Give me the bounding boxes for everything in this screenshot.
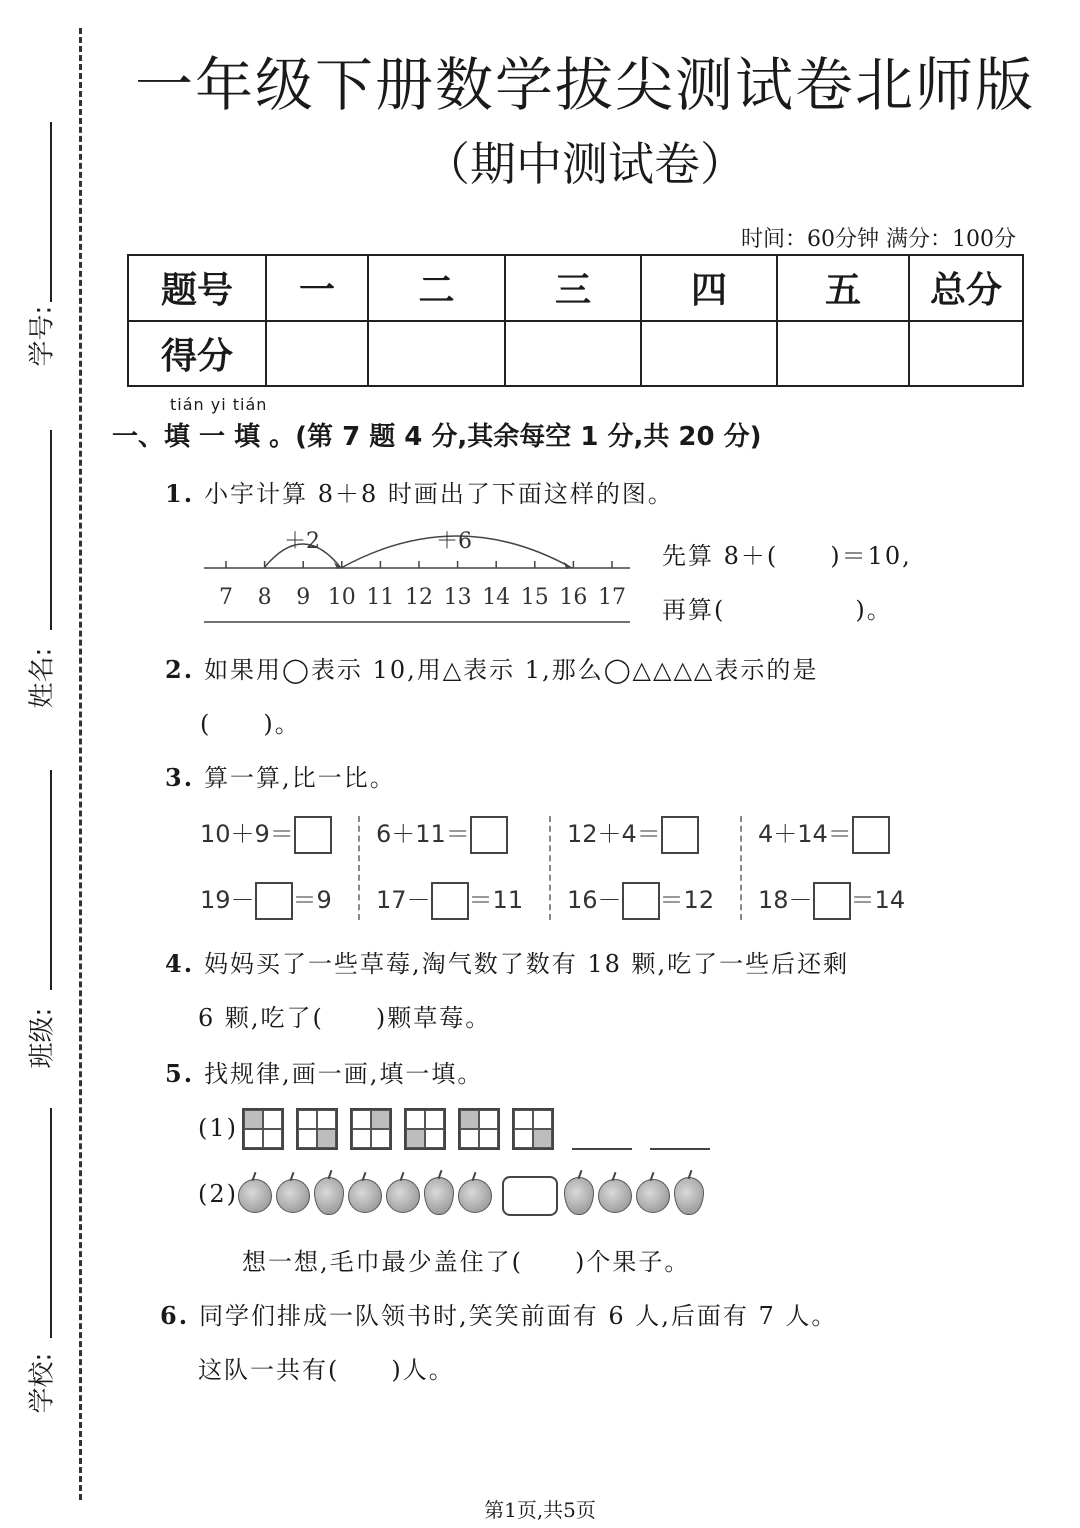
q6-line2: 这队一共有( )人。 bbox=[198, 1356, 455, 1384]
calc-text: 18－ bbox=[758, 886, 813, 914]
section-heading: 一、填 一 填 。(第 7 题 4 分,其余每空 1 分,共 20 分) bbox=[112, 422, 762, 452]
pattern-cell bbox=[317, 1110, 336, 1129]
question-4 bbox=[165, 944, 849, 979]
tick-label: 13 bbox=[443, 585, 472, 610]
table-cell: 得分 bbox=[128, 321, 266, 387]
table-cell: 五 bbox=[777, 255, 909, 321]
class-line bbox=[50, 770, 52, 990]
tick-label: 17 bbox=[598, 585, 626, 610]
pattern-cell bbox=[263, 1129, 282, 1148]
pattern-cell bbox=[244, 1129, 263, 1148]
table-cell: 二 bbox=[368, 255, 505, 321]
tick-label: 12 bbox=[405, 585, 433, 610]
score-input-cell[interactable] bbox=[909, 321, 1023, 387]
student-id-line bbox=[50, 122, 52, 302]
towel-icon bbox=[502, 1176, 558, 1216]
calc-item bbox=[567, 814, 699, 854]
pattern-row bbox=[242, 1108, 710, 1150]
jump-label-2: ＋6 bbox=[436, 529, 472, 554]
apple-icon bbox=[276, 1179, 310, 1213]
question-3 bbox=[165, 758, 396, 793]
apple-icon bbox=[348, 1179, 382, 1213]
calc-text: 19－ bbox=[200, 886, 255, 914]
q5-question: 想一想,毛巾最少盖住了( )个果子。 bbox=[242, 1248, 691, 1276]
tick-label: 11 bbox=[366, 585, 395, 610]
page-subtitle: （期中测试卷） bbox=[424, 137, 746, 191]
page-title: 一年级下册数学拔尖测试卷北师版 bbox=[134, 51, 1035, 119]
pear-icon bbox=[674, 1177, 704, 1215]
calc-item bbox=[758, 814, 890, 854]
name-line bbox=[50, 430, 52, 630]
column-divider bbox=[549, 816, 551, 920]
apple-icon bbox=[636, 1179, 670, 1213]
answer-box[interactable] bbox=[294, 816, 332, 854]
q4-line2: 6 颗,吃了( )颗草莓。 bbox=[198, 1004, 492, 1032]
question-number: 2. bbox=[165, 655, 195, 684]
question-number: 6. bbox=[160, 1301, 190, 1330]
tick-label: 8 bbox=[257, 585, 272, 610]
answer-box[interactable] bbox=[622, 882, 660, 920]
school-label: 学校: bbox=[27, 1352, 58, 1414]
tick-label: 10 bbox=[327, 585, 356, 610]
pear-icon bbox=[314, 1177, 344, 1215]
calc-item bbox=[200, 814, 332, 854]
score-input-cell[interactable] bbox=[777, 321, 909, 387]
name-label: 姓名: bbox=[27, 647, 58, 709]
q1-line2: 再算( )。 bbox=[662, 596, 893, 624]
pattern-cell bbox=[514, 1129, 533, 1148]
calc-text: ＝14 bbox=[850, 886, 906, 914]
q2-line2: ( )。 bbox=[200, 710, 301, 738]
question-number: 3. bbox=[165, 763, 195, 792]
pattern-cell bbox=[352, 1110, 371, 1129]
column-divider bbox=[358, 816, 360, 920]
pattern-cell bbox=[514, 1110, 533, 1129]
calc-item bbox=[200, 880, 332, 920]
pattern-cell bbox=[371, 1110, 390, 1129]
column-divider bbox=[740, 816, 742, 920]
calc-item bbox=[376, 880, 523, 920]
question-text: 小宇计算 8＋8 时画出了下面这样的图。 bbox=[204, 480, 674, 508]
score-input-cell[interactable] bbox=[368, 321, 505, 387]
pattern-square bbox=[350, 1108, 392, 1150]
pattern-cell bbox=[425, 1110, 444, 1129]
score-input-cell[interactable] bbox=[266, 321, 368, 387]
question-text: 如果用◯表示 10,用△表示 1,那么◯△△△△表示的是 bbox=[204, 656, 819, 684]
score-table-header-row bbox=[128, 255, 1023, 321]
jump-label-1: ＋2 bbox=[284, 529, 320, 554]
question-text: 算一算,比一比。 bbox=[204, 764, 396, 792]
calc-text: 6＋11＝ bbox=[376, 820, 470, 848]
table-cell: 一 bbox=[266, 255, 368, 321]
pear-icon bbox=[564, 1177, 594, 1215]
answer-box[interactable] bbox=[813, 882, 851, 920]
calc-item bbox=[376, 814, 508, 854]
pattern-cell bbox=[460, 1110, 479, 1129]
pattern-square bbox=[242, 1108, 284, 1150]
calc-text: ＝12 bbox=[659, 886, 715, 914]
pattern-cell bbox=[406, 1110, 425, 1129]
question-number: 1. bbox=[165, 479, 195, 508]
answer-box[interactable] bbox=[255, 882, 293, 920]
question-number: 4. bbox=[165, 949, 195, 978]
pattern-cell bbox=[352, 1129, 371, 1148]
tick-label: 16 bbox=[559, 585, 588, 610]
apple-icon bbox=[598, 1179, 632, 1213]
pattern-cell bbox=[298, 1110, 317, 1129]
pattern-square bbox=[458, 1108, 500, 1150]
calc-text: ＝9 bbox=[292, 886, 332, 914]
table-cell: 题号 bbox=[128, 255, 266, 321]
class-label: 班级: bbox=[27, 1007, 58, 1069]
answer-box[interactable] bbox=[470, 816, 508, 854]
answer-box[interactable] bbox=[852, 816, 890, 854]
pattern-cell bbox=[371, 1129, 390, 1148]
page-footer: 第1页,共5页 bbox=[484, 1498, 596, 1522]
pattern-cell bbox=[425, 1129, 444, 1148]
pattern-cell bbox=[298, 1129, 317, 1148]
student-id-label: 学号: bbox=[27, 305, 58, 367]
pattern-cell bbox=[533, 1110, 552, 1129]
calc-text: 4＋14＝ bbox=[758, 820, 852, 848]
exam-meta: 时间：60分钟 满分：100分 bbox=[741, 227, 1016, 252]
pattern-cell bbox=[263, 1110, 282, 1129]
pattern-cell bbox=[406, 1129, 425, 1148]
table-cell: 四 bbox=[641, 255, 777, 321]
calc-text: ＝11 bbox=[468, 886, 524, 914]
score-table bbox=[127, 254, 1024, 387]
pattern-square bbox=[512, 1108, 554, 1150]
score-table-score-row bbox=[128, 321, 1023, 387]
q5-part1-label: (1) bbox=[198, 1114, 238, 1142]
answer-box[interactable] bbox=[431, 882, 469, 920]
score-input-cell[interactable] bbox=[641, 321, 777, 387]
q1-line1: 先算 8＋( )＝10, bbox=[662, 542, 912, 570]
tick-label: 7 bbox=[219, 585, 233, 610]
question-2 bbox=[165, 650, 818, 685]
calc-item bbox=[567, 880, 714, 920]
apple-icon bbox=[386, 1179, 420, 1213]
calc-text: 10＋9＝ bbox=[200, 820, 294, 848]
calc-text: 16－ bbox=[567, 886, 622, 914]
question-text: 妈妈买了一些草莓,淘气数了数有 18 颗,吃了一些后还剩 bbox=[204, 950, 850, 978]
score-input-cell[interactable] bbox=[505, 321, 641, 387]
school-line bbox=[50, 1108, 52, 1338]
fruit-row bbox=[238, 1176, 708, 1216]
pattern-cell bbox=[533, 1129, 552, 1148]
pattern-cell bbox=[317, 1129, 336, 1148]
answer-box[interactable] bbox=[661, 816, 699, 854]
q5-part2-label: (2) bbox=[198, 1180, 238, 1208]
number-line-figure bbox=[200, 524, 640, 634]
question-5 bbox=[165, 1054, 483, 1089]
section-pinyin: tián yi tián bbox=[170, 395, 268, 414]
pattern-cell bbox=[479, 1129, 498, 1148]
question-number: 5. bbox=[165, 1059, 195, 1088]
question-text: 同学们排成一队领书时,笑笑前面有 6 人,后面有 7 人。 bbox=[199, 1302, 838, 1330]
calc-text: 12＋4＝ bbox=[567, 820, 661, 848]
pear-icon bbox=[424, 1177, 454, 1215]
table-cell: 三 bbox=[505, 255, 641, 321]
apple-icon bbox=[238, 1179, 272, 1213]
table-cell: 总分 bbox=[909, 255, 1023, 321]
binding-dashed-line bbox=[79, 28, 82, 1500]
question-text: 找规律,画一画,填一填。 bbox=[204, 1060, 484, 1088]
tick-label: 14 bbox=[482, 585, 511, 610]
tick-label: 9 bbox=[296, 585, 311, 610]
question-1 bbox=[165, 474, 674, 509]
calc-item bbox=[758, 880, 905, 920]
question-6 bbox=[160, 1296, 837, 1331]
pattern-square bbox=[296, 1108, 338, 1150]
apple-icon bbox=[458, 1179, 492, 1213]
pattern-cell bbox=[479, 1110, 498, 1129]
pattern-cell bbox=[460, 1129, 479, 1148]
answer-blank[interactable] bbox=[572, 1148, 632, 1150]
answer-blank[interactable] bbox=[650, 1148, 710, 1150]
pattern-cell bbox=[244, 1110, 263, 1129]
calc-text: 17－ bbox=[376, 886, 431, 914]
tick-label: 15 bbox=[520, 585, 549, 610]
pattern-square bbox=[404, 1108, 446, 1150]
